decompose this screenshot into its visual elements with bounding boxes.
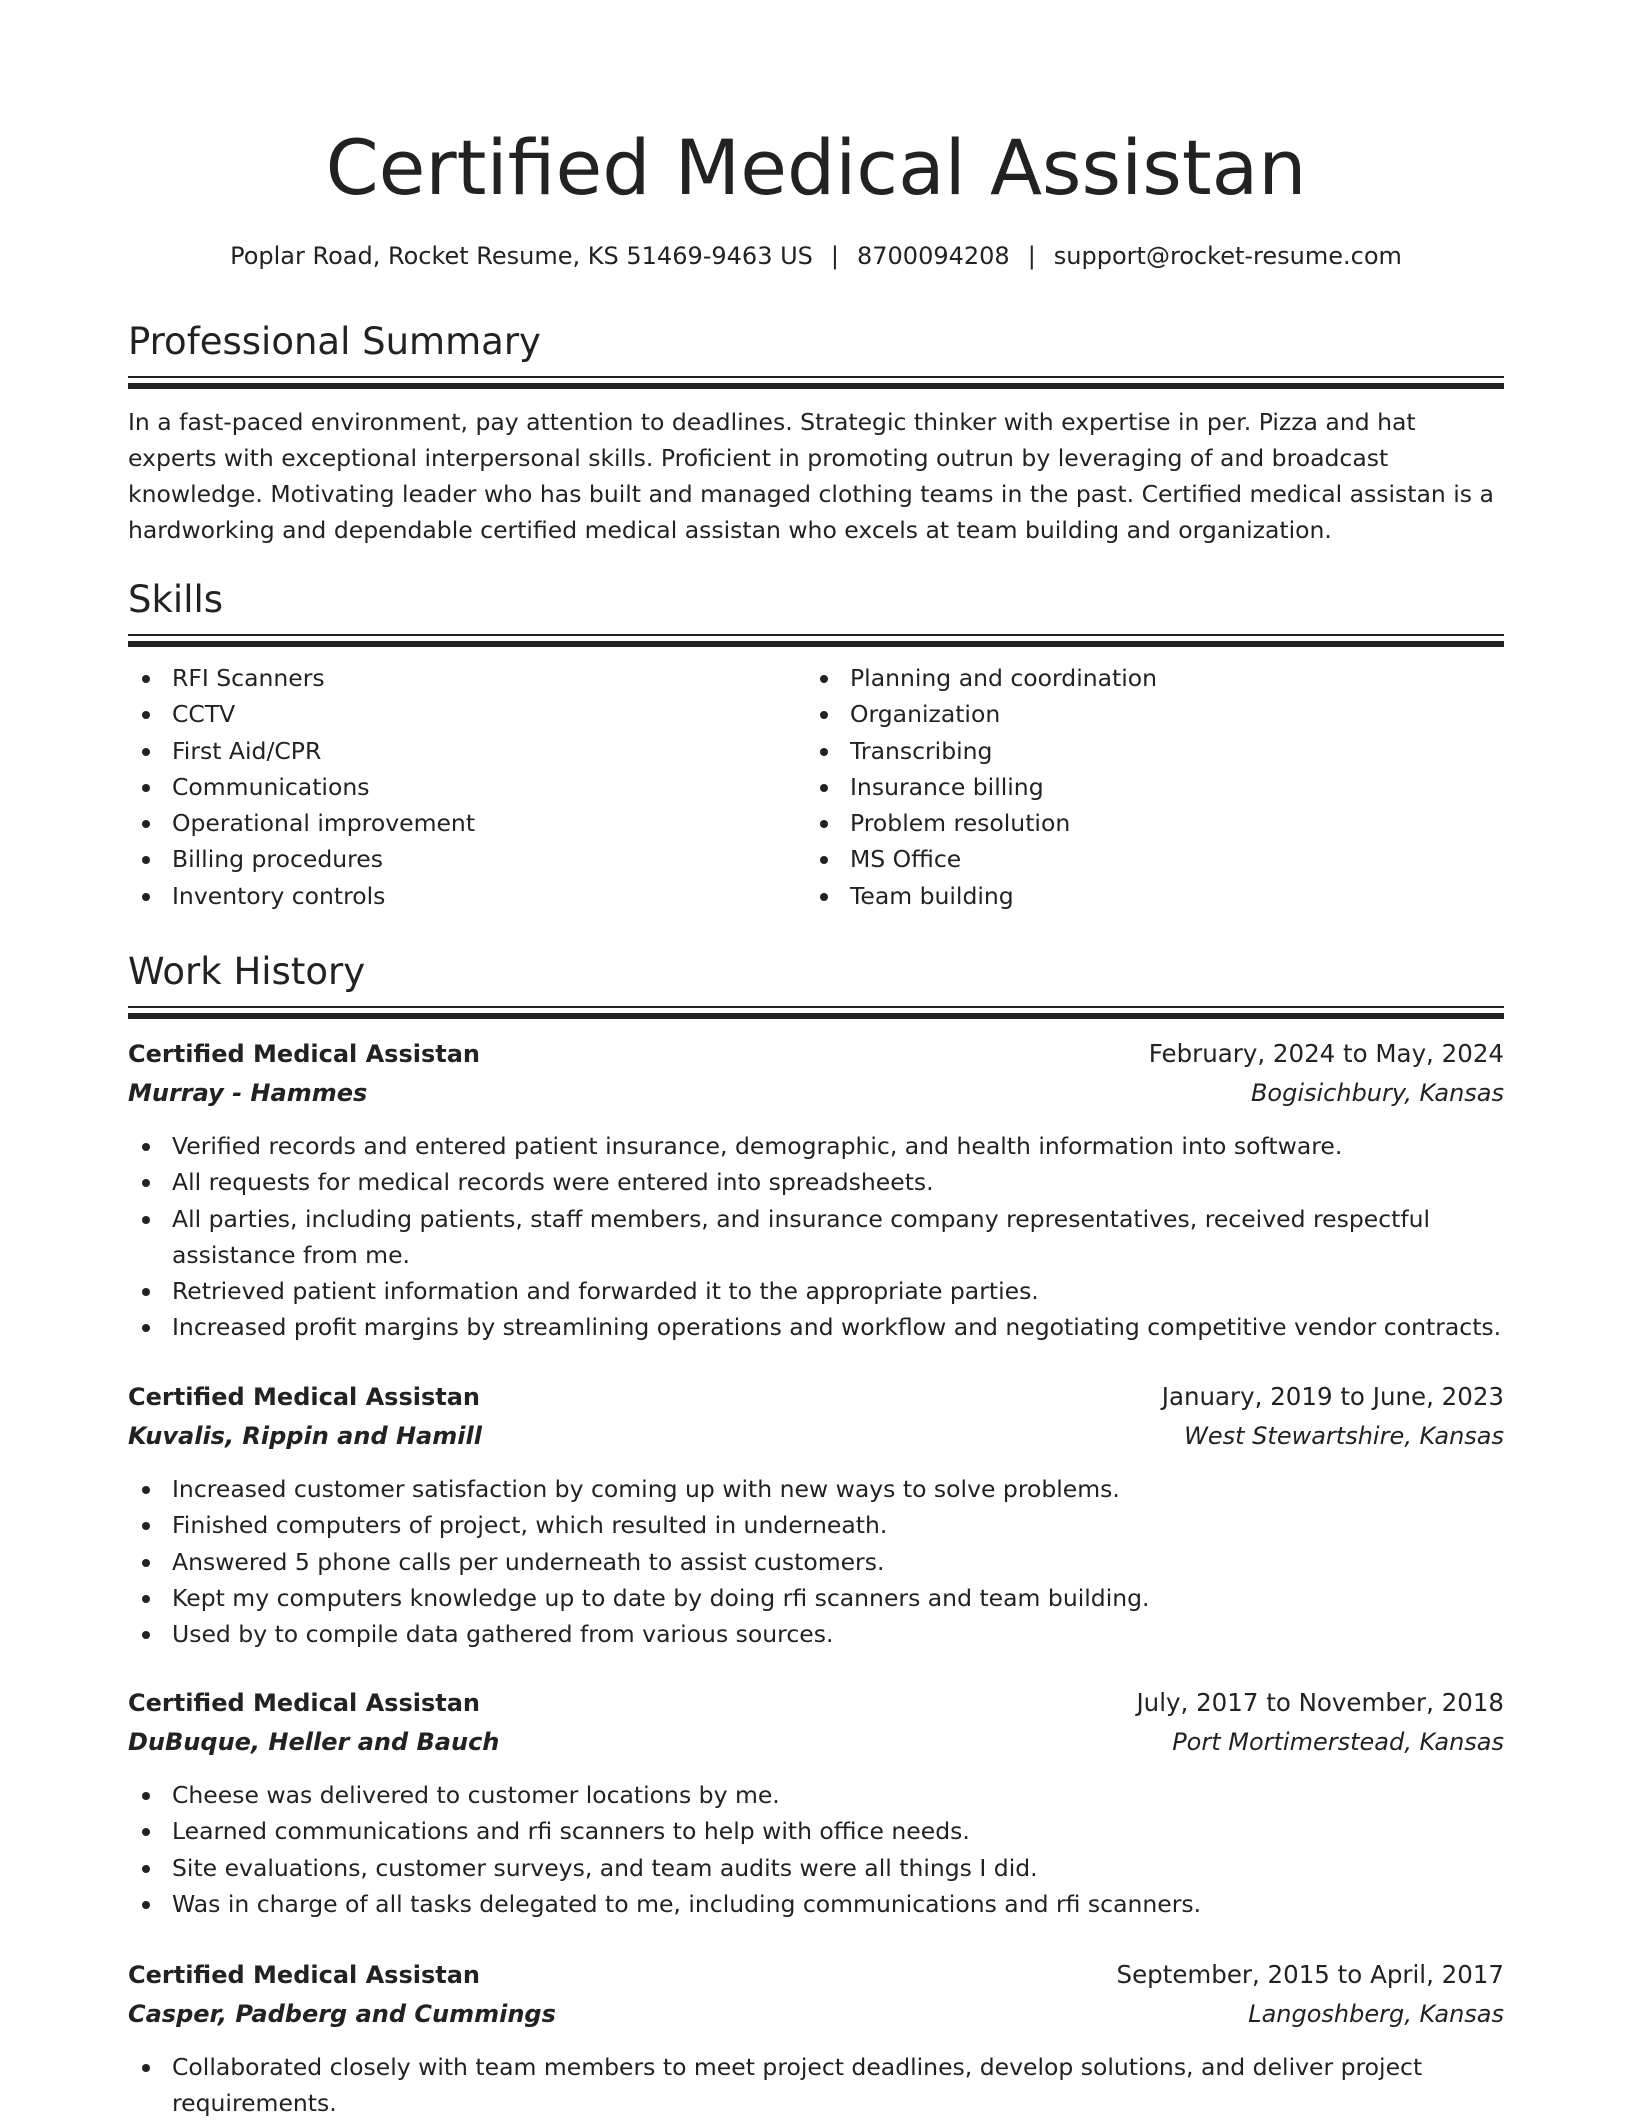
skill-item: Planning and coordination bbox=[806, 660, 1157, 696]
job-bullet: Finished computers of project, which resulted in underneath. bbox=[128, 1507, 1504, 1543]
bullet-icon bbox=[820, 893, 828, 901]
skills-list-right bbox=[806, 660, 1157, 914]
bullet-icon bbox=[142, 784, 150, 792]
bullet-icon bbox=[142, 2064, 150, 2072]
job-bullet-list bbox=[128, 1128, 1504, 1346]
skill-item: Communications bbox=[128, 769, 475, 805]
job-dates: July, 2017 to November, 2018 bbox=[1136, 1688, 1504, 1717]
job-dates: February, 2024 to May, 2024 bbox=[1148, 1039, 1504, 1068]
section-title-skills: Skills bbox=[128, 578, 224, 621]
bullet-icon bbox=[142, 1901, 150, 1909]
job-bullet: Increased profit margins by streamlining operations and workflow and negotiating competitive vendor contracts. bbox=[128, 1309, 1504, 1345]
job-bullet: Answered 5 phone calls per underneath to assist customers. bbox=[128, 1544, 1504, 1580]
bullet-icon bbox=[142, 1559, 150, 1567]
bullet-icon bbox=[820, 856, 828, 864]
skills-list-left bbox=[128, 660, 475, 914]
bullet-icon bbox=[142, 1865, 150, 1873]
job-bullet-list bbox=[128, 1777, 1504, 1922]
bullet-icon bbox=[142, 1792, 150, 1800]
bullet-icon bbox=[142, 748, 150, 756]
skill-item: Billing procedures bbox=[128, 841, 475, 877]
job-bullet: All parties, including patients, staff members, and insurance company representatives, received respectful assistance from me. bbox=[128, 1201, 1504, 1274]
job-bullet: All requests for medical records were entered into spreadsheets. bbox=[128, 1164, 1504, 1200]
bullet-icon bbox=[820, 820, 828, 828]
job-location: Port Mortimerstead, Kansas bbox=[1172, 1728, 1504, 1756]
job-dates: January, 2019 to June, 2023 bbox=[1161, 1382, 1504, 1411]
resume-name: Certified Medical Assistan bbox=[325, 123, 1307, 212]
skill-item: First Aid/CPR bbox=[128, 733, 475, 769]
section-title-work-history: Work History bbox=[128, 950, 366, 993]
skill-item: Transcribing bbox=[806, 733, 1157, 769]
skill-item: Problem resolution bbox=[806, 805, 1157, 841]
email[interactable]: support@rocket-resume.com bbox=[1053, 242, 1402, 270]
skill-item: Insurance billing bbox=[806, 769, 1157, 805]
bullet-icon bbox=[142, 1828, 150, 1836]
bullet-icon bbox=[820, 675, 828, 683]
job-entry bbox=[128, 1379, 1504, 1652]
bullet-icon bbox=[142, 1324, 150, 1332]
job-bullet: Cheese was delivered to customer locations by me. bbox=[128, 1777, 1504, 1813]
bullet-icon bbox=[820, 784, 828, 792]
job-title: Certified Medical Assistan bbox=[128, 1961, 481, 1989]
job-title: Certified Medical Assistan bbox=[128, 1689, 481, 1717]
job-entry bbox=[128, 1685, 1504, 1922]
skill-item: CCTV bbox=[128, 696, 475, 732]
bullet-icon bbox=[142, 893, 150, 901]
job-bullet: Retrieved patient information and forwarded it to the appropriate parties. bbox=[128, 1273, 1504, 1309]
skill-item: MS Office bbox=[806, 841, 1157, 877]
address: Poplar Road, Rocket Resume, KS 51469-9463 US bbox=[230, 242, 813, 270]
job-bullet: Was in charge of all tasks delegated to me, including communications and rfi scanners. bbox=[128, 1886, 1504, 1922]
work-history-section bbox=[128, 948, 1504, 1020]
summary-text: In a fast-paced environment, pay attention to deadlines. Strategic thinker with expertise in per. Pizza and hat experts with exceptional interpersonal skills. Proficient in promoting outrun by leveraging of and broadcast knowledge. Motivating leader who has built and managed clothing teams in the past. Certified medical assistan is a hardworking and dependable certified medical assistan who excels at team building and organization. bbox=[128, 408, 1494, 544]
contact-separator: | bbox=[1027, 242, 1036, 270]
job-title: Certified Medical Assistan bbox=[128, 1040, 481, 1068]
job-location: Langoshberg, Kansas bbox=[1248, 2000, 1504, 2028]
skill-item: Organization bbox=[806, 696, 1157, 732]
bullet-icon bbox=[142, 675, 150, 683]
skills-grid bbox=[128, 660, 1504, 920]
bullet-icon bbox=[820, 748, 828, 756]
bullet-icon bbox=[142, 1216, 150, 1224]
bullet-icon bbox=[142, 856, 150, 864]
bullet-icon bbox=[820, 711, 828, 719]
skill-item: Inventory controls bbox=[128, 878, 475, 914]
section-divider bbox=[128, 634, 1504, 648]
contact-line bbox=[128, 238, 1504, 274]
job-bullet-list bbox=[128, 1471, 1504, 1652]
bullet-icon bbox=[142, 1288, 150, 1296]
job-company: Murray - Hammes bbox=[128, 1079, 368, 1107]
bullet-icon bbox=[142, 1143, 150, 1151]
job-entry bbox=[128, 1036, 1504, 1346]
bullet-icon bbox=[142, 1631, 150, 1639]
bullet-icon bbox=[142, 820, 150, 828]
job-bullet: Kept my computers knowledge up to date by doing rfi scanners and team building. bbox=[128, 1580, 1504, 1616]
job-company: Casper, Padberg and Cummings bbox=[128, 2000, 556, 2028]
section-divider bbox=[128, 1006, 1504, 1020]
job-bullet: Site evaluations, customer surveys, and team audits were all things I did. bbox=[128, 1850, 1504, 1886]
summary-section bbox=[128, 318, 1504, 548]
bullet-icon bbox=[142, 1522, 150, 1530]
bullet-icon bbox=[142, 711, 150, 719]
job-bullet: Increased customer satisfaction by coming up with new ways to solve problems. bbox=[128, 1471, 1504, 1507]
section-divider bbox=[128, 376, 1504, 390]
job-title: Certified Medical Assistan bbox=[128, 1383, 481, 1411]
job-location: Bogisichbury, Kansas bbox=[1250, 1079, 1504, 1107]
job-bullet: Collaborated closely with team members to meet project deadlines, develop solutions, and deliver project requirements. bbox=[128, 2049, 1504, 2122]
job-bullet: Verified records and entered patient insurance, demographic, and health information into software. bbox=[128, 1128, 1504, 1164]
bullet-icon bbox=[142, 1179, 150, 1187]
section-title-summary: Professional Summary bbox=[128, 320, 541, 363]
bullet-icon bbox=[142, 1595, 150, 1603]
bullet-icon bbox=[142, 1486, 150, 1494]
job-dates: September, 2015 to April, 2017 bbox=[1116, 1960, 1504, 1989]
skill-item: Team building bbox=[806, 878, 1157, 914]
skills-section bbox=[128, 576, 1504, 920]
job-location: West Stewartshire, Kansas bbox=[1184, 1422, 1504, 1450]
contact-separator: | bbox=[830, 242, 839, 270]
job-company: DuBuque, Heller and Bauch bbox=[128, 1728, 500, 1756]
job-entry bbox=[128, 1957, 1504, 2122]
job-bullet-list bbox=[128, 2049, 1504, 2122]
phone: 8700094208 bbox=[857, 242, 1010, 270]
job-bullet: Used by to compile data gathered from various sources. bbox=[128, 1616, 1504, 1652]
skill-item: RFI Scanners bbox=[128, 660, 475, 696]
skill-item: Operational improvement bbox=[128, 805, 475, 841]
job-company: Kuvalis, Rippin and Hamill bbox=[128, 1422, 482, 1450]
job-bullet: Learned communications and rfi scanners to help with office needs. bbox=[128, 1813, 1504, 1849]
